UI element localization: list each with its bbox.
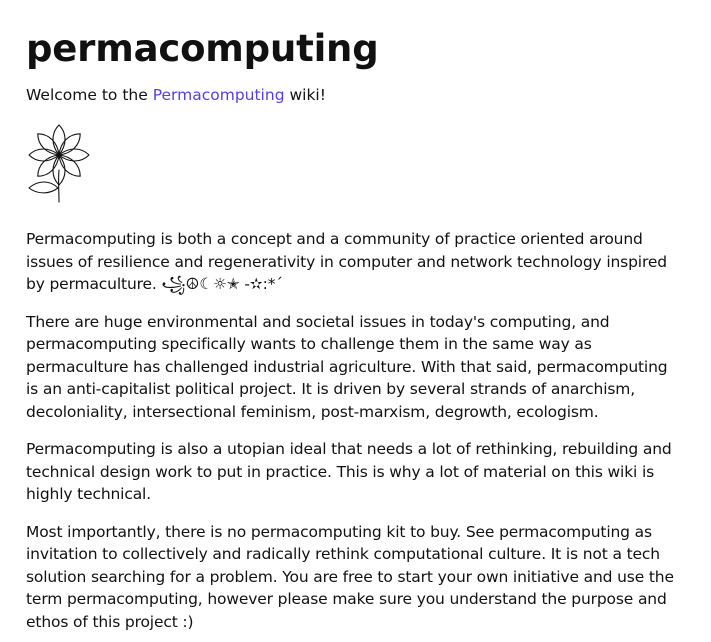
- welcome-suffix: wiki!: [284, 86, 326, 104]
- permacomputing-link[interactable]: Permacomputing: [152, 86, 285, 104]
- welcome-line: [26, 84, 683, 106]
- flower-icon: [26, 122, 92, 204]
- utopia-paragraph: Permacomputing is also a utopian ideal that needs a lot of rethinking, rebuilding and technical design work to put in practice. This is why a lot of material on this wiki is highly technical.: [26, 440, 672, 503]
- no-kit-paragraph: Most importantly, there is no permacomputing kit to buy. See permacomputing as invitation to collectively and radically rethink computational culture. It is not a tech solution searching for a problem. You are free to start your own initiative and use the term permacomputing, however please make sure you understand the purpose and ethos of this project :): [26, 522, 674, 631]
- welcome-prefix: Welcome to the: [26, 86, 153, 104]
- intro-paragraph: Permacomputing is both a concept and a community of practice oriented around issues of resilience and regenerativity in computer and network technology inspired by permaculture. ꧁☮☾☼✭ -✫:*´: [26, 230, 667, 293]
- page-title: permacomputing: [26, 27, 379, 70]
- issues-paragraph: There are huge environmental and societal issues in today's computing, and permacomputing specifically wants to challenge them in the same way as permaculture has challenged industrial agriculture. With that said, permacomputing is an anti-capitalist political project. It is driven by several strands of anarchism, decoloniality, intersectional feminism, post-marxism, degrowth, ecologism.: [26, 312, 668, 421]
